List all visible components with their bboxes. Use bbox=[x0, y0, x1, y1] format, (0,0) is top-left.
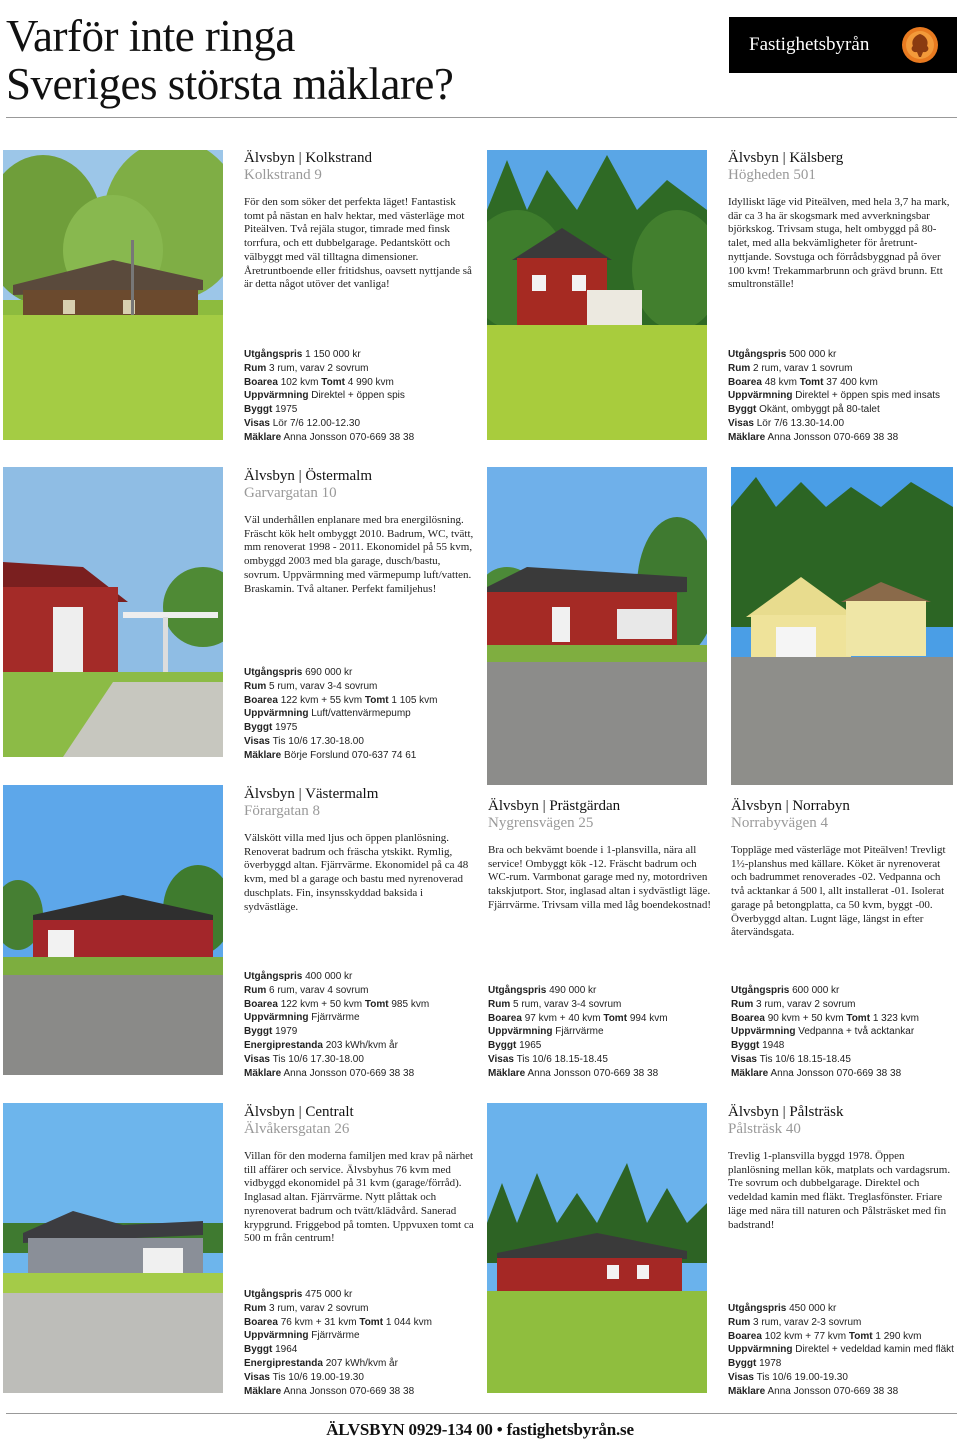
listing-facts-ostermalm: Utgångspris 690 000 kr Rum 5 rum, varav 3-4 sovrum Boarea 122 kvm + 55 kvm Tomt 1 105 kvm Uppvärmning Luft/vattenvärmepump Byggt 1975 Visas Tis 10/6 17.30-18.00 Mäklare Börje Forslund 070-637 74 61 bbox=[244, 667, 438, 761]
fact-heating: Fjärrvärme bbox=[311, 1012, 360, 1024]
footer-contact[interactable]: ÄLVSBYN 0929-134 00 • fastighetsbyrån.se bbox=[326, 1420, 634, 1439]
listing-photo-kalsberg[interactable] bbox=[487, 150, 707, 440]
fact-price: 500 000 kr bbox=[789, 349, 837, 360]
headline-line-1: Varför inte ringa bbox=[6, 11, 295, 61]
fact-heating: Vedpanna + två acktankar bbox=[798, 1026, 915, 1038]
listing-centralt bbox=[244, 1104, 474, 1246]
fact-agent: Anna Jonsson 070-669 38 38 bbox=[283, 1067, 415, 1079]
listing-description: Trevlig 1-plansvilla byggd 1978. Öppen planlösning mellan kök, matplats och vardagsrum. Tre sovrum och dubbelgarage. Direktel och vedeldad kamin med fläkt. Treglasfönster. Friare läge med nära till naturen och Pålsträsket med fin badstrand! bbox=[728, 1150, 951, 1231]
fact-lot: 1 044 kvm bbox=[385, 1316, 432, 1328]
tree-emblem-icon bbox=[901, 26, 939, 64]
listing-address: Kolkstrand 9 bbox=[244, 167, 322, 183]
fact-viewing: Tis 10/6 19.00-19.30 bbox=[756, 1371, 848, 1383]
fact-heating: Direktel + öppen spis med insats bbox=[795, 390, 941, 402]
fact-heating: Direktel + öppen spis bbox=[311, 390, 405, 402]
fact-viewing: Tis 10/6 18.15-18.45 bbox=[759, 1053, 851, 1065]
listing-photo-palstrask[interactable] bbox=[487, 1103, 707, 1393]
fact-area: 97 kvm + 40 kvm bbox=[524, 1012, 601, 1024]
fact-rooms: 3 rum, varav 2 sovrum bbox=[756, 998, 856, 1010]
listing-location: Älvsbyn | Prästgärdan bbox=[488, 798, 621, 814]
listing-location: Älvsbyn | Kolkstrand bbox=[244, 150, 372, 166]
listing-location: Älvsbyn | Kälsberg bbox=[728, 150, 844, 166]
fact-agent: Anna Jonsson 070-669 38 38 bbox=[527, 1067, 659, 1079]
fact-built: 1975 bbox=[275, 404, 298, 416]
fact-price: 450 000 kr bbox=[789, 1303, 837, 1314]
listing-description: Toppläge med västerläge mot Piteälven! Trevligt 1½-planshus med källare. Köket är nyrenoverat och badrummet renoverades -02. Vedpanna och två acktankar á 500 l, allt installerat -01. Isolerat garage på betongplatta, ca 50 kvm, byggt -00. Överbyggd altan. Lugnt läge, längst in efter återvändsgata. bbox=[731, 844, 946, 939]
fact-built: 1978 bbox=[759, 1358, 782, 1370]
listing-address: Förargatan 8 bbox=[244, 803, 320, 819]
listing-location: Älvsbyn | Östermalm bbox=[244, 468, 372, 484]
fact-area: 102 kvm bbox=[280, 376, 319, 388]
listing-facts-prastgardan: Utgångspris 490 000 kr Rum 5 rum, varav 3-4 sovrum Boarea 97 kvm + 40 kvm Tomt 994 kvm Uppvärmning Fjärrvärme Byggt 1965 Visas Tis 10/6 18.15-18.45 Mäklare Anna Jonsson 070-669 38 38 bbox=[488, 985, 668, 1079]
listing-description: Välskött villa med ljus och öppen planlösning. Renoverat badrum och fräscha ytskikt. Rymlig, överbyggd altan. Fjärrvärme. Ekonomidel på ca 48 kvm, med bl a garage och bastu med nyrenoverad duschplats. Fin, insynsskyddad baksida i sydvästläge. bbox=[244, 832, 469, 913]
fact-heating: Direktel + vedeldad kamin med fläkt bbox=[795, 1344, 954, 1356]
fact-rooms: 3 rum, varav 2-3 sovrum bbox=[753, 1316, 862, 1328]
fact-viewing: Lör 7/6 13.30-14.00 bbox=[756, 417, 845, 429]
listing-photo-kolkstrand[interactable] bbox=[3, 150, 223, 440]
listing-description: Bra och bekvämt boende i 1-plansvilla, nära all service! Ombyggt kök -12. Fräscht badrum och WC-rum. Varmbonat garage med ny, motordriven takskjutport. Stor, inglasad altan i sydvästligt läge. Fjärrvärme. Trivsam villa med låg boendekostnad! bbox=[488, 844, 712, 911]
fact-area: 102 kvm + 77 kvm bbox=[764, 1330, 847, 1342]
fact-agent: Anna Jonsson 070-669 38 38 bbox=[283, 1385, 415, 1397]
fact-rooms: 2 rum, varav 1 sovrum bbox=[753, 362, 853, 374]
fact-price: 690 000 kr bbox=[305, 667, 353, 678]
fact-area: 122 kvm + 50 kvm bbox=[280, 998, 363, 1010]
headline-line-2: Sveriges största mäklare? bbox=[6, 59, 454, 109]
fact-agent: Anna Jonsson 070-669 38 38 bbox=[770, 1067, 902, 1079]
fact-area: 48 kvm bbox=[764, 376, 797, 388]
listing-palstrask bbox=[728, 1104, 953, 1232]
fact-price: 475 000 kr bbox=[305, 1289, 353, 1300]
listing-description: Idylliskt läge vid Piteälven, med hela 3,7 ha mark, där ca 3 ha är skogsmark med avverkningsbar björkskog. Trivsam stuga, helt ombyggd på 80-talet, med alla bekvämligheter för åretrunt-nyttjande. Sovstuga och förrådsbyggnad på över 100 kvm! Trekammarbrunn och grävd brunn. Ett smultronställe! bbox=[728, 196, 950, 291]
fact-energy: 207 kWh/kvm år bbox=[325, 1357, 398, 1369]
footer-divider bbox=[6, 1413, 957, 1414]
fact-built: 1965 bbox=[519, 1040, 542, 1052]
listing-photo-norrabyn[interactable] bbox=[731, 467, 953, 785]
fact-energy: 203 kWh/kvm år bbox=[325, 1039, 398, 1051]
fact-built: 1964 bbox=[275, 1344, 298, 1356]
fact-area: 90 kvm + 50 kvm bbox=[767, 1012, 844, 1024]
brand-logo[interactable] bbox=[729, 17, 957, 73]
listing-address: Pålsträsk 40 bbox=[728, 1121, 801, 1137]
listing-kolkstrand bbox=[244, 150, 474, 292]
fact-lot: 994 kvm bbox=[629, 1012, 668, 1024]
listing-facts-centralt: Utgångspris 475 000 kr Rum 3 rum, varav 2 sovrum Boarea 76 kvm + 31 kvm Tomt 1 044 kvm Uppvärmning Fjärrvärme Byggt 1964 Energiprestanda 207 kWh/kvm år Visas Tis 10/6 19.00-19.30 Mäklare Anna Jonsson 070-669 38 38 bbox=[244, 1289, 432, 1397]
listing-facts-norrabyn: Utgångspris 600 000 kr Rum 3 rum, varav 2 sovrum Boarea 90 kvm + 50 kvm Tomt 1 323 kvm Uppvärmning Vedpanna + två acktankar Byggt 1948 Visas Tis 10/6 18.15-18.45 Mäklare Anna Jonsson 070-669 38 38 bbox=[731, 985, 919, 1079]
fact-heating: Fjärrvärme bbox=[311, 1330, 360, 1342]
listing-address: Norrabyvägen 4 bbox=[731, 815, 829, 831]
fact-price: 1 150 000 kr bbox=[305, 349, 361, 360]
fact-lot: 985 kvm bbox=[391, 998, 430, 1010]
fact-price: 490 000 kr bbox=[549, 985, 597, 996]
fact-viewing: Tis 10/6 17.30-18.00 bbox=[272, 1053, 364, 1065]
fact-built: Okänt, ombyggt på 80-talet bbox=[759, 404, 880, 416]
fact-viewing: Tis 10/6 17.30-18.00 bbox=[272, 735, 364, 747]
fact-heating: Fjärrvärme bbox=[555, 1026, 604, 1038]
listing-facts-palstrask: Utgångspris 450 000 kr Rum 3 rum, varav 2-3 sovrum Boarea 102 kvm + 77 kvm Tomt 1 290 kvm Uppvärmning Direktel + vedeldad kamin med fläkt Byggt 1978 Visas Tis 10/6 19.00-19.30 Mäklare Anna Jonsson 070-669 38 38 bbox=[728, 1303, 954, 1397]
listing-facts-kalsberg: Utgångspris 500 000 kr Rum 2 rum, varav 1 sovrum Boarea 48 kvm Tomt 37 400 kvm Uppvärmning Direktel + öppen spis med insats Byggt Okänt, ombyggt på 80-talet Visas Lör 7/6 13.30-14.00 Mäklare Anna Jonsson 070-669 38 38 bbox=[728, 349, 941, 443]
header-divider bbox=[6, 117, 957, 118]
fact-agent: Börje Forslund 070-637 74 61 bbox=[284, 749, 417, 761]
listing-photo-centralt[interactable] bbox=[3, 1103, 223, 1393]
listing-norrabyn bbox=[731, 798, 956, 940]
headline bbox=[6, 12, 453, 108]
fact-agent: Anna Jonsson 070-669 38 38 bbox=[767, 1385, 899, 1397]
fact-viewing: Lör 7/6 12.00-12.30 bbox=[272, 417, 361, 429]
fact-rooms: 3 rum, varav 2 sovrum bbox=[269, 1302, 369, 1314]
listing-location: Älvsbyn | Centralt bbox=[244, 1104, 354, 1120]
fact-viewing: Tis 10/6 18.15-18.45 bbox=[516, 1053, 608, 1065]
fact-built: 1975 bbox=[275, 722, 298, 734]
brand-name: Fastighetsbyrån bbox=[749, 34, 870, 55]
fact-rooms: 3 rum, varav 2 sovrum bbox=[269, 362, 369, 374]
fact-viewing: Tis 10/6 19.00-19.30 bbox=[272, 1371, 364, 1383]
listing-location: Älvsbyn | Västermalm bbox=[244, 786, 379, 802]
fact-lot: 4 990 kvm bbox=[347, 376, 394, 388]
fact-area: 122 kvm + 55 kvm bbox=[280, 694, 363, 706]
listing-facts-kolkstrand: Utgångspris 1 150 000 kr Rum 3 rum, varav 2 sovrum Boarea 102 kvm Tomt 4 990 kvm Uppvärmning Direktel + öppen spis Byggt 1975 Visas Lör 7/6 12.00-12.30 Mäklare Anna Jonsson 070-669 38 38 bbox=[244, 349, 415, 443]
listing-photo-vastermalm[interactable] bbox=[3, 785, 223, 1075]
listing-address: Älvåkersgatan 26 bbox=[244, 1121, 350, 1137]
listing-photo-prastgardan[interactable] bbox=[487, 467, 707, 785]
fact-lot: 1 290 kvm bbox=[875, 1330, 922, 1342]
fact-built: 1979 bbox=[275, 1026, 298, 1038]
listing-ostermalm bbox=[244, 468, 474, 596]
listing-kalsberg bbox=[728, 150, 953, 292]
listing-address: Högheden 501 bbox=[728, 167, 816, 183]
fact-price: 400 000 kr bbox=[305, 971, 353, 982]
listing-description: Väl underhållen enplanare med bra energilösning. Fräscht kök helt ombyggt 2010. Badrum, WC, tvätt, mm renoverat 1998 - 2011. Ekonomidel på 55 kvm, ombyggd 2003 med bla garage, dusch/bastu, sovrum. Uppvärmning med värmepump luft/vatten. Braskamin. Två altaner. Perfekt familjehus! bbox=[244, 514, 474, 595]
listing-prastgardan bbox=[488, 798, 713, 913]
fact-rooms: 5 rum, varav 3-4 sovrum bbox=[513, 998, 622, 1010]
fact-lot: 37 400 kvm bbox=[826, 376, 878, 388]
listing-photo-ostermalm[interactable] bbox=[3, 467, 223, 757]
fact-heating: Luft/vattenvärmepump bbox=[311, 708, 411, 720]
listing-address: Garvargatan 10 bbox=[244, 485, 337, 501]
fact-area: 76 kvm + 31 kvm bbox=[280, 1316, 357, 1328]
listing-description: Villan för den moderna familjen med krav på närhet till affärer och service. Älvsbyhus 76 kvm med vidbyggd ekonomidel på 31 kvm (garage/förråd). Inglasad altan. Fjärrvärme. Nytt plåttak och nyrenoverat badrum och tvätt/klädvård. Sanerad krypgrund. Friggebod på tomten. Uppvuxen tomt ca 500 m från centrum! bbox=[244, 1150, 474, 1245]
listing-facts-vastermalm: Utgångspris 400 000 kr Rum 6 rum, varav 4 sovrum Boarea 122 kvm + 50 kvm Tomt 985 kvm Uppvärmning Fjärrvärme Byggt 1979 Energiprestanda 203 kWh/kvm år Visas Tis 10/6 17.30-18.00 Mäklare Anna Jonsson 070-669 38 38 bbox=[244, 971, 430, 1079]
fact-rooms: 5 rum, varav 3-4 sovrum bbox=[269, 680, 378, 692]
listing-description: För den som söker det perfekta läget! Fantastisk tomt på nästan en halv hektar, med västerläge mot Piteälven. Två rejäla stugor, timrade med finsk torrfura, och ett dubbelgarage. Pedantskött och välbyggt med väl tilltagna dimensioner. Åretruntboende eller fritidshus, oavsett nyttjande så är detta något utöver det vanliga! bbox=[244, 196, 472, 291]
fact-rooms: 6 rum, varav 4 sovrum bbox=[269, 984, 369, 996]
fact-lot: 1 105 kvm bbox=[391, 694, 438, 706]
fact-agent: Anna Jonsson 070-669 38 38 bbox=[767, 431, 899, 443]
fact-lot: 1 323 kvm bbox=[872, 1012, 919, 1024]
fact-built: 1948 bbox=[762, 1040, 785, 1052]
listing-location: Älvsbyn | Pålsträsk bbox=[728, 1104, 844, 1120]
listing-location: Älvsbyn | Norrabyn bbox=[731, 798, 850, 814]
fact-agent: Anna Jonsson 070-669 38 38 bbox=[283, 431, 415, 443]
fact-price: 600 000 kr bbox=[792, 985, 840, 996]
listing-address: Nygrensvägen 25 bbox=[488, 815, 594, 831]
listing-vastermalm bbox=[244, 786, 474, 914]
